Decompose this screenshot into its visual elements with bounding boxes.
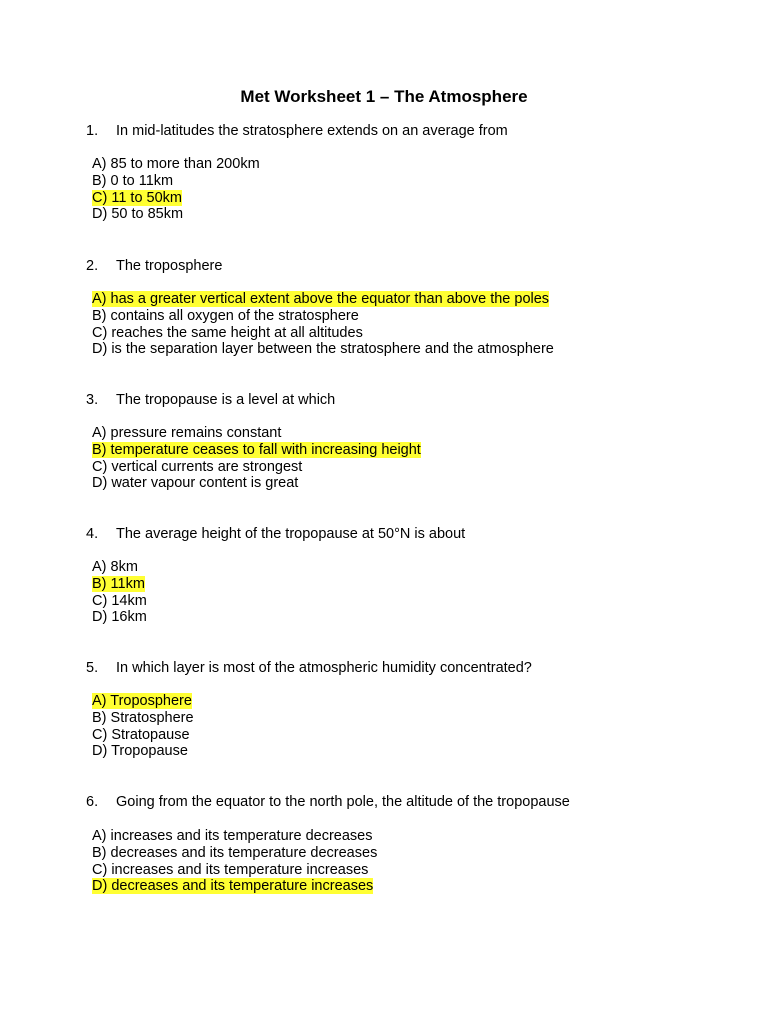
- question-number: 1.: [86, 123, 99, 139]
- answer-option-text: D) 50 to 85km: [92, 206, 184, 223]
- answer-option: [92, 475, 421, 492]
- answer-option: [92, 341, 554, 358]
- question-4: [86, 525, 465, 543]
- answer-option: [92, 442, 421, 459]
- answer-option-text: C) reaches the same height at all altitudes: [92, 324, 363, 341]
- question-number: 6.: [86, 794, 99, 810]
- answer-option: [92, 308, 554, 325]
- answer-option-text-highlighted: C) 11 to 50km: [92, 189, 182, 206]
- answer-option-text: C) increases and its temperature increases: [92, 861, 369, 878]
- question-text: In mid-latitudes the stratosphere extends on an average from: [116, 123, 508, 139]
- answer-option: [92, 693, 194, 710]
- answer-option-text-highlighted: B) 11km: [92, 575, 145, 592]
- question-3-options: [92, 425, 421, 492]
- question-5-options: [92, 693, 194, 760]
- question-1: [86, 122, 508, 140]
- answer-option: [92, 576, 147, 593]
- answer-option: [92, 206, 260, 223]
- answer-option-text: C) Stratopause: [92, 726, 190, 743]
- question-4-options: [92, 559, 147, 626]
- answer-option: [92, 609, 147, 626]
- question-2-options: [92, 291, 554, 358]
- answer-option: [92, 727, 194, 744]
- answer-option: [92, 593, 147, 610]
- question-3: [86, 391, 335, 409]
- answer-option-text-highlighted: A) has a greater vertical extent above the equator than above the poles: [92, 291, 550, 307]
- question-6-options: [92, 828, 377, 895]
- answer-option-text-highlighted: B) temperature ceases to fall with increasing height: [92, 441, 421, 458]
- answer-option-text: B) contains all oxygen of the stratosphere: [92, 307, 359, 324]
- answer-option-text: A) 8km: [92, 559, 138, 575]
- answer-option-text: B) decreases and its temperature decreases: [92, 844, 378, 861]
- answer-option: [92, 862, 377, 879]
- answer-option: [92, 156, 260, 173]
- answer-option-text-highlighted: A) Troposphere: [92, 693, 192, 709]
- question-number: 3.: [86, 392, 99, 408]
- answer-option: [92, 828, 377, 845]
- question-number: 2.: [86, 258, 99, 274]
- answer-option: [92, 743, 194, 760]
- answer-option-text: C) vertical currents are strongest: [92, 458, 303, 475]
- answer-option: [92, 190, 260, 207]
- question-text: The troposphere: [116, 258, 223, 274]
- question-6: [86, 793, 570, 811]
- page-title: Met Worksheet 1 – The Atmosphere: [240, 87, 528, 106]
- answer-option-text: D) is the separation layer between the stratosphere and the atmosphere: [92, 341, 554, 358]
- answer-option: [92, 173, 260, 190]
- answer-option: [92, 878, 377, 895]
- question-text: In which layer is most of the atmospheric humidity concentrated?: [116, 660, 532, 676]
- answer-option: [92, 845, 377, 862]
- answer-option: [92, 425, 421, 442]
- answer-option-text: A) increases and its temperature decreases: [92, 828, 373, 844]
- answer-option-text: C) 14km: [92, 592, 147, 609]
- answer-option: [92, 710, 194, 727]
- answer-option-text: A) 85 to more than 200km: [92, 156, 260, 172]
- answer-option-text: D) water vapour content is great: [92, 475, 299, 492]
- answer-option-text-highlighted: D) decreases and its temperature increases: [92, 878, 374, 895]
- answer-option: [92, 459, 421, 476]
- answer-option: [92, 291, 554, 308]
- question-text: The tropopause is a level at which: [116, 392, 336, 408]
- question-number: 5.: [86, 660, 99, 676]
- question-text: Going from the equator to the north pole, the altitude of the tropopause: [116, 794, 570, 810]
- answer-option-text: B) 0 to 11km: [92, 172, 174, 189]
- question-5: [86, 659, 532, 677]
- answer-option: [92, 325, 554, 342]
- answer-option-text: D) Tropopause: [92, 743, 188, 760]
- question-text: The average height of the tropopause at 50°N is about: [116, 526, 466, 542]
- answer-option-text: B) Stratosphere: [92, 709, 194, 726]
- answer-option-text: D) 16km: [92, 609, 147, 626]
- question-2: [86, 257, 222, 275]
- answer-option-text: A) pressure remains constant: [92, 425, 282, 441]
- question-number: 4.: [86, 526, 99, 542]
- answer-option: [92, 559, 147, 576]
- question-1-options: [92, 156, 260, 223]
